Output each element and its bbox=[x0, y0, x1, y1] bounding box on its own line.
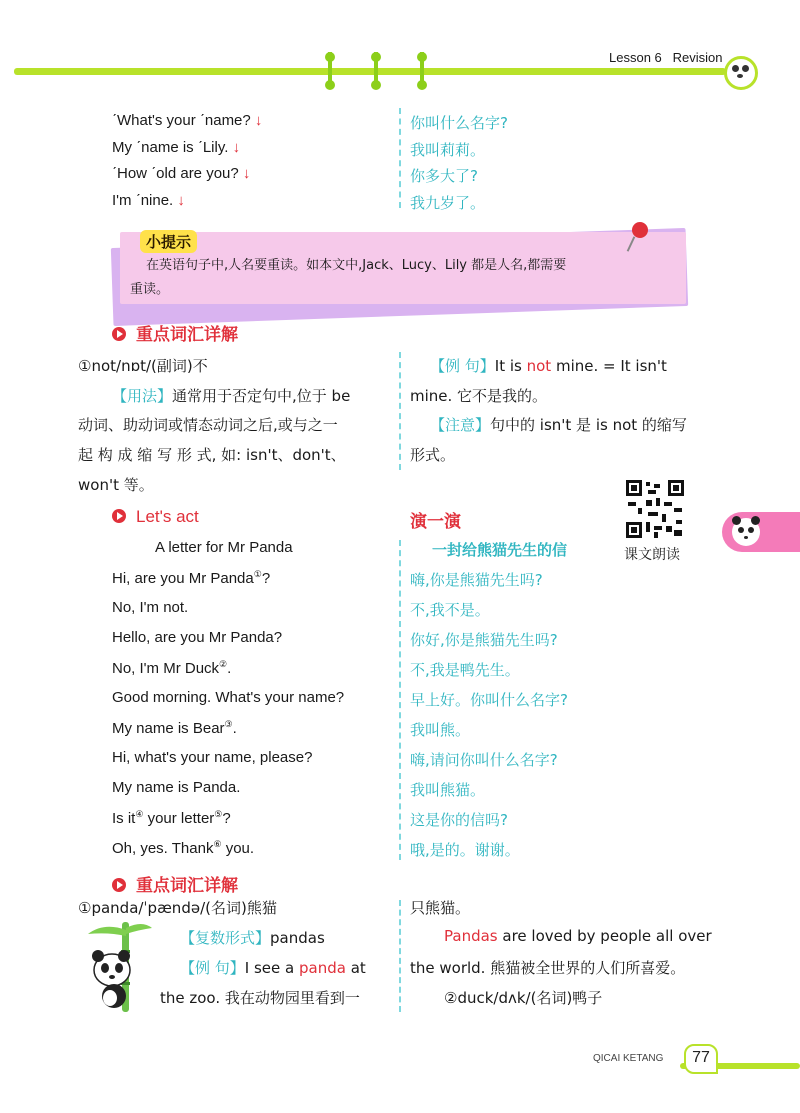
story-zh-9: 这是你的信吗? bbox=[410, 811, 508, 829]
plural-line: 【复数形式】pandas bbox=[180, 929, 325, 947]
story-line-6: My name is Bear③. bbox=[112, 719, 237, 737]
story-title-zh: 一封给熊猫先生的信 bbox=[432, 541, 568, 559]
note-line-1: 【注意】句中的 isn't 是 is not 的缩写 bbox=[430, 416, 687, 434]
act-heading-zh: 演一演 bbox=[410, 512, 461, 532]
column-divider bbox=[399, 900, 401, 1012]
panda-bamboo-illustration bbox=[74, 920, 154, 1012]
dialogue-line-2: My ˊname is ˊLily. ↓ bbox=[112, 139, 241, 156]
story-line-8: My name is Panda. bbox=[112, 779, 241, 796]
vocab-heading-1: 重点词汇详解 bbox=[112, 320, 238, 345]
dialogue-zh-3: 你多大了? bbox=[410, 167, 478, 185]
panda-icon bbox=[732, 518, 760, 546]
bullet-icon bbox=[112, 878, 126, 892]
page-number-badge bbox=[684, 1044, 718, 1074]
example-line-2: mine. 它不是我的。 bbox=[410, 387, 548, 405]
story-line-1: Hi, are you Mr Panda①? bbox=[112, 569, 271, 587]
usage-line-3: 起 构 成 缩 写 形 式, 如: isn't、don't、 bbox=[78, 446, 346, 464]
panda-example-line-1: 【例 句】I see a panda at bbox=[180, 959, 366, 977]
example-line-1: 【例 句】It is not mine. = It isn't bbox=[430, 357, 667, 375]
story-zh-5: 早上好。你叫什么名字? bbox=[410, 691, 568, 709]
dialogue-line-4: I'm ˊnine. ↓ bbox=[112, 192, 185, 209]
vocab-entry-not: ①not/nɒt/(副词)不 bbox=[78, 357, 208, 375]
story-line-9: Is it④ your letter⑤? bbox=[112, 809, 231, 827]
story-zh-1: 嗨,你是熊猫先生吗? bbox=[410, 571, 543, 589]
side-tab bbox=[722, 512, 800, 552]
bullet-icon bbox=[112, 509, 126, 523]
story-title-en: A letter for Mr Panda bbox=[155, 539, 293, 556]
usage-line-1: 【用法】通常用于否定句中,位于 be bbox=[112, 387, 351, 405]
dialogue-zh-4: 我九岁了。 bbox=[410, 194, 486, 212]
column-divider bbox=[399, 540, 401, 860]
act-heading-en: Let's act bbox=[112, 507, 199, 527]
story-zh-2: 不,我不是。 bbox=[410, 601, 490, 619]
section-label: Revision bbox=[672, 50, 723, 65]
panda-example-line-2: the zoo. 我在动物园里看到一 bbox=[160, 989, 360, 1007]
dialogue-zh-1: 你叫什么名字? bbox=[410, 114, 508, 132]
binder-rings bbox=[322, 52, 442, 92]
panda-example2-line-2: the world. 熊猫被全世界的人们所喜爱。 bbox=[410, 959, 686, 977]
story-zh-4: 不,我是鸭先生。 bbox=[410, 661, 520, 679]
tip-text-line2: 重读。 bbox=[130, 282, 170, 297]
falling-intonation-icon: ↓ bbox=[254, 112, 263, 129]
usage-line-2: 动词、助动词或情态动词之后,或与之一 bbox=[78, 416, 338, 434]
column-divider bbox=[399, 108, 401, 208]
story-line-7: Hi, what's your name, please? bbox=[112, 749, 313, 766]
falling-intonation-icon: ↓ bbox=[232, 139, 241, 156]
tip-box bbox=[120, 232, 686, 304]
story-zh-3: 你好,你是熊猫先生吗? bbox=[410, 631, 558, 649]
story-line-2: No, I'm not. bbox=[112, 599, 189, 616]
dialogue-line-1: ˊWhat's your ˊname? ↓ bbox=[112, 112, 263, 129]
dialogue-line-3: ˊHow ˊold are you? ↓ bbox=[112, 165, 251, 182]
story-zh-10: 哦,是的。谢谢。 bbox=[410, 841, 520, 859]
tip-title: 小提示 bbox=[140, 230, 197, 253]
page-number: 77 bbox=[692, 1049, 710, 1066]
vocab-entry-panda: ①panda/ˈpændə/(名词)熊猫 bbox=[78, 899, 277, 917]
footer-brand: QICAI KETANG bbox=[593, 1053, 664, 1064]
vocab-heading-2: 重点词汇详解 bbox=[112, 871, 238, 896]
bullet-icon bbox=[112, 327, 126, 341]
panda-example2-line-1: Pandas are loved by people all over bbox=[444, 927, 712, 945]
story-zh-6: 我叫熊。 bbox=[410, 721, 471, 739]
lesson-label: Lesson 6 bbox=[609, 50, 662, 65]
story-line-3: Hello, are you Mr Panda? bbox=[112, 629, 283, 646]
header-lesson bbox=[609, 50, 722, 65]
story-line-4: No, I'm Mr Duck②. bbox=[112, 659, 232, 677]
pushpin-icon bbox=[622, 222, 652, 252]
usage-line-4: won't 等。 bbox=[78, 476, 154, 494]
qr-label: 课文朗读 bbox=[624, 547, 680, 563]
story-zh-8: 我叫熊猫。 bbox=[410, 781, 486, 799]
panda-badge-icon bbox=[724, 56, 758, 90]
falling-intonation-icon: ↓ bbox=[242, 165, 251, 182]
story-zh-7: 嗨,请问你叫什么名字? bbox=[410, 751, 558, 769]
note-line-2: 形式。 bbox=[410, 446, 456, 464]
story-line-10: Oh, yes. Thank⑥ you. bbox=[112, 839, 255, 857]
dialogue-zh-2: 我叫莉莉。 bbox=[410, 141, 486, 159]
panda-example-line-3: 只熊猫。 bbox=[410, 899, 471, 917]
tip-text-line1: 在英语句子中,人名要重读。如本文中,Jack、Lucy、Lily 都是人名,都需要 bbox=[146, 258, 567, 273]
qr-code-icon[interactable] bbox=[626, 480, 684, 538]
story-line-5: Good morning. What's your name? bbox=[112, 689, 345, 706]
falling-intonation-icon: ↓ bbox=[177, 192, 185, 209]
column-divider bbox=[399, 352, 401, 470]
vocab-entry-duck: ②duck/dʌk/(名词)鸭子 bbox=[444, 989, 603, 1007]
